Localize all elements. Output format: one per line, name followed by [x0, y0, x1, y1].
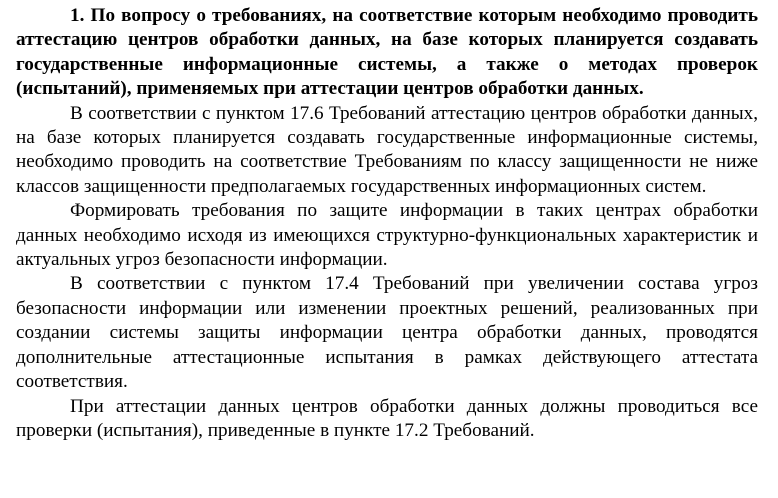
paragraph-protection-requirements: Формировать требования по защите информации в таких центрах обработки данных необходимо исходя из имеющихся структурно-функциональных характеристик и актуальных угроз безопасности информации.	[16, 200, 758, 271]
document-page	[16, 4, 758, 443]
paragraph-attestation-requirements: В соответствии с пунктом 17.6 Требований аттестацию центров обработки данных, на базе которых планируется создавать государственные информационные системы, необходимо проводить на соответствие Требованиям по классу защищенности не ниже классов защищенности предполагаемых государственных информационных систем.	[16, 102, 758, 197]
section-heading: 1. По вопросу о требованиях, на соответствие которым необходимо проводить аттестацию центров обработки данных, на базе которых планируется создавать государственные информационные системы, а также о методах проверок (испытаний), применяемых при аттестации центров обработки данных.	[16, 5, 758, 100]
paragraph-additional-tests: В соответствии с пунктом 17.4 Требований при увеличении состава угроз безопасности информации или изменении проектных решений, реализованных при создании системы защиты информации центра обработки данных, проводятся дополнительные аттестационные испытания в рамках действующего аттестата соответствия.	[16, 273, 758, 393]
paragraph-all-checks: При аттестации данных центров обработки данных должны проводиться все проверки (испытания), приведенные в пункте 17.2 Требований.	[16, 395, 758, 441]
